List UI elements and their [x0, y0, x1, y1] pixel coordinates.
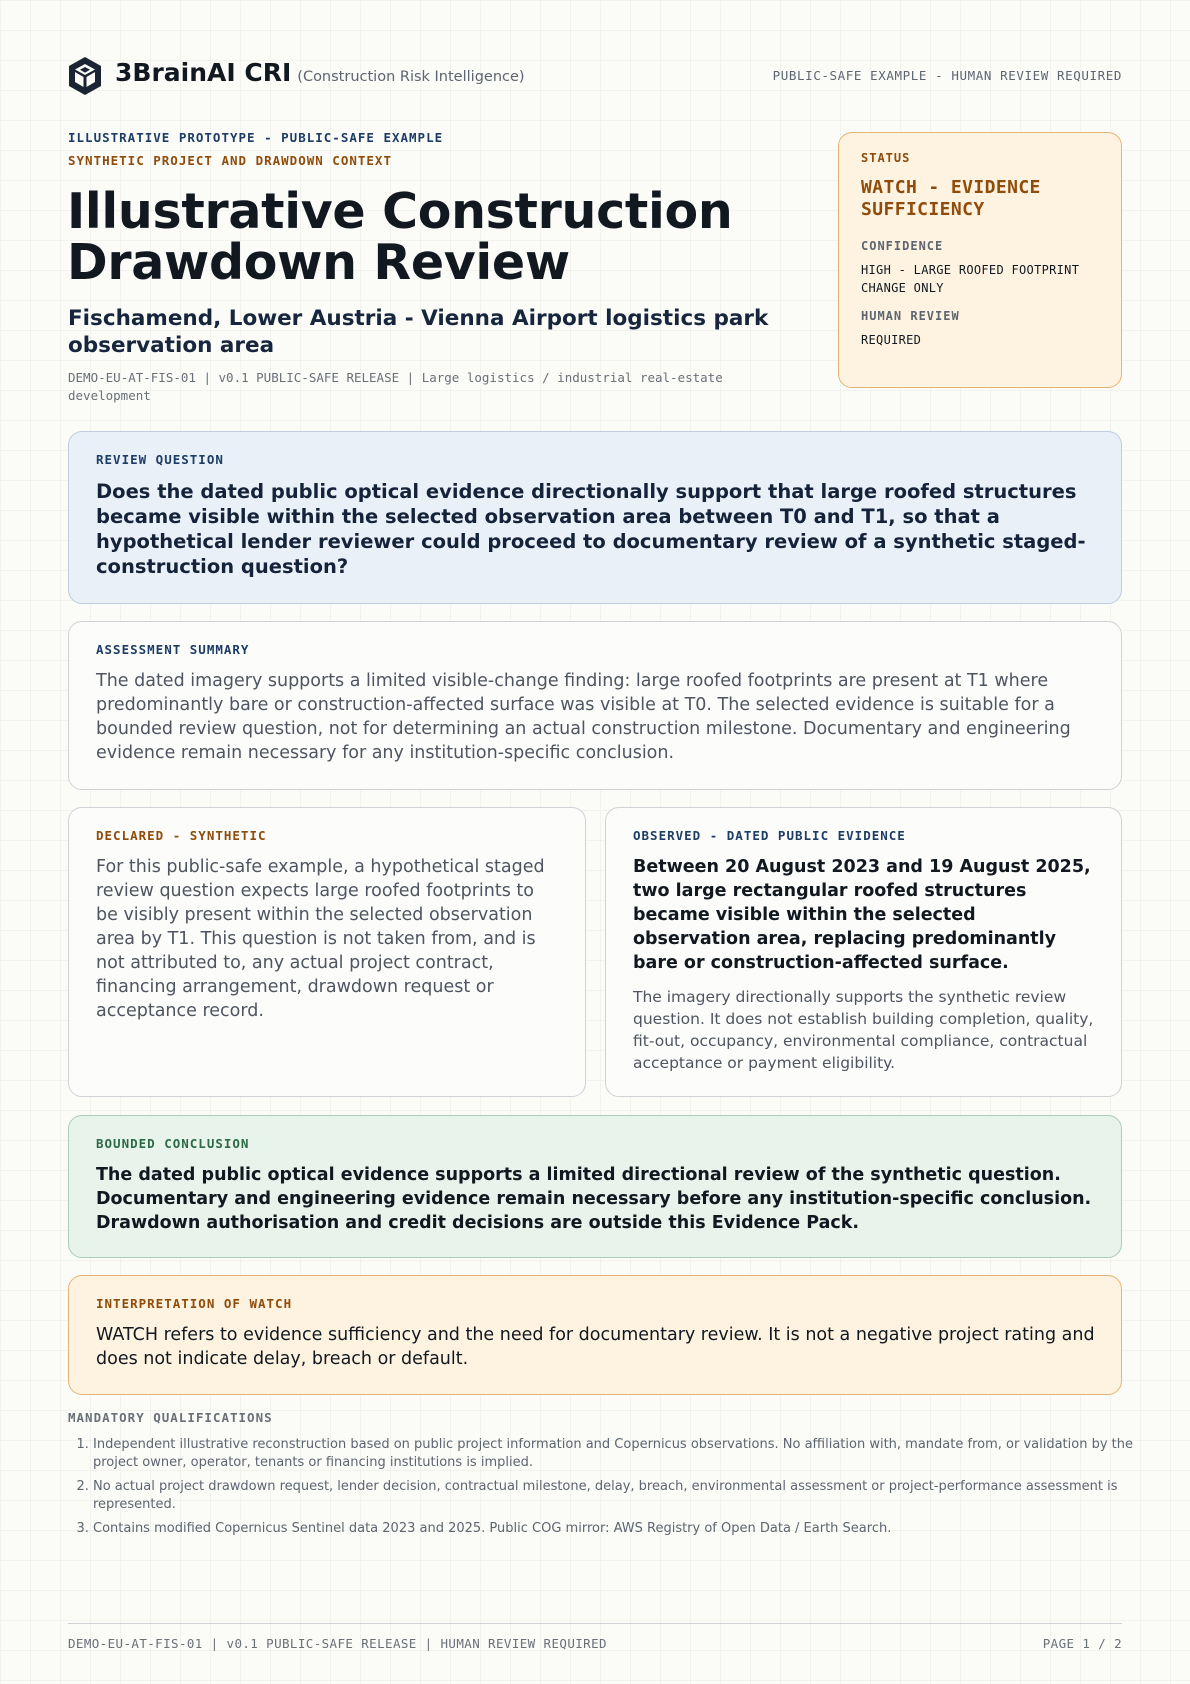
status-card: [838, 132, 1122, 388]
confidence-label: CONFIDENCE: [861, 239, 944, 253]
confidence-value: HIGH - LARGE ROOFED FOOTPRINT CHANGE ONLY: [861, 263, 1080, 295]
assessment-summary-label: ASSESSMENT SUMMARY: [96, 642, 250, 657]
qualification-item: 3. Contains modified Copernicus Sentinel data 2023 and 2025. Public COG mirror: AWS Registry of Open Data / Earth Search.: [93, 1520, 1147, 1538]
observed-text: The imagery directionally supports the synthetic review question. It does not establish building completion, quality, fit-out, occupancy, environmental compliance, contractual acceptance or payment eligibility.: [633, 988, 1094, 1072]
review-question-card: [68, 431, 1122, 604]
document-meta: DEMO-EU-AT-FIS-01 | v0.1 PUBLIC-SAFE RELEASE | Large logistics / industrial real-estate development: [68, 370, 723, 403]
eyebrow-context: SYNTHETIC PROJECT AND DRAWDOWN CONTEXT: [68, 153, 392, 168]
brand-title: 3BrainAI CRI: [115, 58, 292, 87]
review-question-text: Does the dated public optical evidence directionally support that large roofed structures became visible within the selected observation area between T0 and T1, so that a hypothetical lender reviewer could proceed to documentary review of a synthetic staged-construction question?: [96, 480, 1086, 578]
assessment-summary-card: [68, 621, 1122, 790]
bounded-conclusion-text: The dated public optical evidence supports a limited directional review of the synthetic question. Documentary and engineering evidence remain necessary before any institution-specific conclusion. Drawdown authorisation and credit decisions are outside this Evidence Pack.: [96, 1165, 1092, 1233]
declared-card: [68, 807, 586, 1097]
human-review-label: HUMAN REVIEW: [861, 309, 960, 323]
human-review-value: REQUIRED: [861, 333, 922, 347]
page-subtitle: Fischamend, Lower Austria - Vienna Airport logistics park observation area: [68, 306, 769, 358]
qualification-item: 1. Independent illustrative reconstruction based on public project information and Copernicus observations. No affiliation with, mandate from, or validation by the project owner, operator, tenants or financing institutions is implied.: [93, 1436, 1147, 1472]
brand-subtitle: (Construction Risk Intelligence): [297, 69, 525, 85]
footer-divider: [68, 1623, 1122, 1624]
interpretation-card: [68, 1275, 1122, 1395]
interpretation-label: INTERPRETATION OF WATCH: [96, 1296, 293, 1311]
review-question-label: REVIEW QUESTION: [96, 452, 224, 467]
observed-label: OBSERVED - DATED PUBLIC EVIDENCE: [633, 828, 906, 843]
hexagon-cube-logo-icon: [67, 56, 103, 96]
footer-meta: DEMO-EU-AT-FIS-01 | v0.1 PUBLIC-SAFE RELEASE | HUMAN REVIEW REQUIRED: [68, 1636, 607, 1651]
page-number: PAGE 1 / 2: [1042, 1636, 1122, 1651]
status-value: WATCH - EVIDENCE SUFFICIENCY: [861, 177, 1041, 220]
qualifications-list: [68, 1436, 1147, 1544]
assessment-summary-text: The dated imagery supports a limited visible-change finding: large roofed footprints are present at T1 where predominantly bare or construction-affected surface was visible at T0. The selected evidence is suitable for a bounded review question, not for determining an actual construction milestone. Documentary and engineering evidence remain necessary for any institution-specific conclusion.: [96, 671, 1071, 763]
header-notice: PUBLIC-SAFE EXAMPLE - HUMAN REVIEW REQUIRED: [772, 68, 1122, 83]
declared-text: For this public-safe example, a hypothetical staged review question expects large roofed footprints to be visibly present within the selected observation area by T1. This question is not taken from, and is not attributed to, any actual project contract, financing arrangement, drawdown request or acceptance record.: [96, 857, 545, 1021]
status-label: STATUS: [861, 151, 911, 165]
qualification-item: 2. No actual project drawdown request, lender decision, contractual milestone, delay, breach, environmental assessment or project-performance assessment is represented.: [93, 1478, 1147, 1514]
interpretation-text: WATCH refers to evidence sufficiency and the need for documentary review. It is not a negative project rating and does not indicate delay, breach or default.: [96, 1325, 1095, 1369]
observed-finding: Between 20 August 2023 and 19 August 2025, two large rectangular roofed structures became visible within the selected observation area, replacing predominantly bare or construction-affected surface.: [633, 857, 1091, 973]
qualifications-label: MANDATORY QUALIFICATIONS: [68, 1410, 273, 1425]
brand-name: [115, 58, 525, 87]
declared-label: DECLARED - SYNTHETIC: [96, 828, 267, 843]
bounded-conclusion-label: BOUNDED CONCLUSION: [96, 1136, 250, 1151]
observed-card: [605, 807, 1122, 1097]
page-title: Illustrative Construction Drawdown Review: [67, 183, 733, 291]
bounded-conclusion-card: [68, 1115, 1122, 1258]
eyebrow-prototype: ILLUSTRATIVE PROTOTYPE - PUBLIC-SAFE EXAMPLE: [68, 130, 444, 145]
